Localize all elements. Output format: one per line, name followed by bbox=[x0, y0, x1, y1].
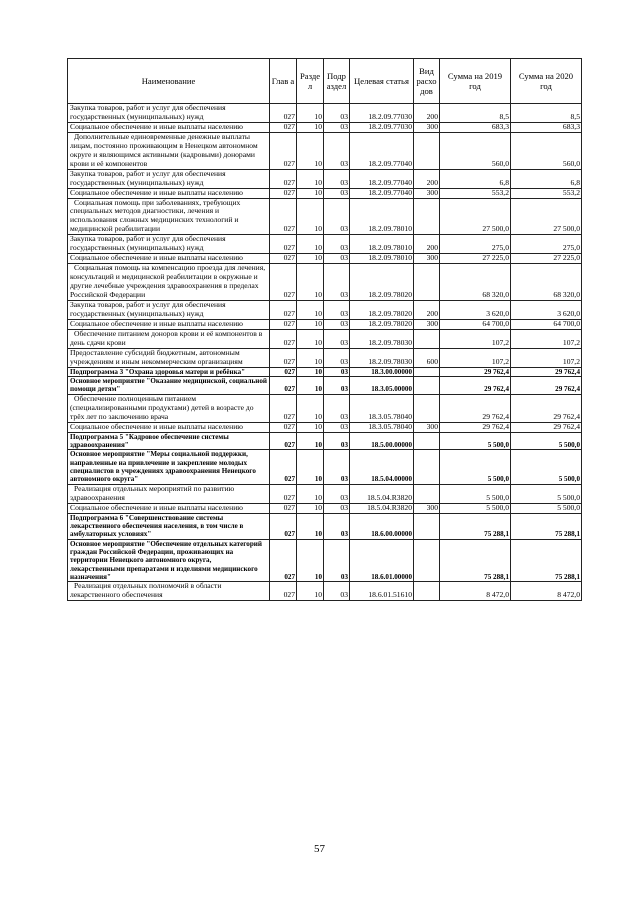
cell-sum-2019: 64 700,0 bbox=[440, 319, 511, 329]
cell-target: 18.2.09.77040 bbox=[350, 188, 414, 198]
cell-section: 10 bbox=[297, 432, 324, 450]
cell-sum-2019: 8 472,0 bbox=[440, 582, 511, 601]
cell-section: 10 bbox=[297, 377, 324, 395]
cell-sum-2020: 5 500,0 bbox=[511, 432, 582, 450]
cell-chapter: 027 bbox=[270, 169, 297, 188]
cell-sum-2020: 275,0 bbox=[511, 235, 582, 254]
table-row bbox=[68, 264, 582, 301]
cell-name: Социальная помощь при заболеваниях, требующих специальных методов диагностики, лечения и использования сложных медицинских технологий и медицинской реабилитации bbox=[68, 198, 270, 235]
cell-type bbox=[414, 329, 440, 348]
table-row bbox=[68, 301, 582, 320]
table-row bbox=[68, 169, 582, 188]
cell-sum-2020: 29 762,4 bbox=[511, 377, 582, 395]
cell-sum-2020: 553,2 bbox=[511, 188, 582, 198]
cell-subsection: 03 bbox=[324, 132, 350, 169]
cell-type bbox=[414, 198, 440, 235]
cell-subsection: 03 bbox=[324, 394, 350, 422]
cell-sum-2020: 27 500,0 bbox=[511, 198, 582, 235]
cell-chapter: 027 bbox=[270, 394, 297, 422]
table-row bbox=[68, 582, 582, 601]
cell-section: 10 bbox=[297, 104, 324, 123]
table-header-row bbox=[68, 59, 582, 104]
table-row bbox=[68, 188, 582, 198]
cell-type bbox=[414, 432, 440, 450]
cell-chapter: 027 bbox=[270, 301, 297, 320]
table-row bbox=[68, 319, 582, 329]
cell-sum-2019: 107,2 bbox=[440, 348, 511, 367]
table-row bbox=[68, 503, 582, 513]
cell-type: 200 bbox=[414, 104, 440, 123]
cell-sum-2019: 8,5 bbox=[440, 104, 511, 123]
cell-target: 18.3.00.00000 bbox=[350, 367, 414, 376]
cell-name: Подпрограмма 5 "Кадровое обеспечение системы здравоохранения" bbox=[68, 432, 270, 450]
cell-section: 10 bbox=[297, 348, 324, 367]
table-row bbox=[68, 235, 582, 254]
budget-table bbox=[67, 58, 582, 601]
cell-name: Закупка товаров, работ и услуг для обеспечения государственных (муниципальных) нужд bbox=[68, 301, 270, 320]
cell-name: Обеспечение питанием доноров крови и её компонентов в день сдачи крови bbox=[68, 329, 270, 348]
cell-name: Социальное обеспечение и иные выплаты населению bbox=[68, 503, 270, 513]
cell-chapter: 027 bbox=[270, 264, 297, 301]
cell-section: 10 bbox=[297, 329, 324, 348]
cell-type: 300 bbox=[414, 503, 440, 513]
cell-chapter: 027 bbox=[270, 132, 297, 169]
cell-section: 10 bbox=[297, 319, 324, 329]
table-body bbox=[68, 104, 582, 601]
cell-type: 300 bbox=[414, 422, 440, 432]
cell-name: Реализация отдельных полномочий в области лекарственного обеспечения bbox=[68, 582, 270, 601]
cell-name: Подпрограмма 6 "Совершенствование системы лекарственного обеспечения населения, в том числе в амбулаторных условиях" bbox=[68, 513, 270, 539]
cell-sum-2019: 27 225,0 bbox=[440, 254, 511, 264]
cell-name: Дополнительные единовременные денежные выплаты лицам, постоянно проживающим в Ненецком автономном округе и являющимся активными (кадровыми) донорами крови и её компонентов bbox=[68, 132, 270, 169]
cell-sum-2019: 75 288,1 bbox=[440, 513, 511, 539]
header-section: Разде л bbox=[297, 59, 324, 104]
cell-sum-2019: 275,0 bbox=[440, 235, 511, 254]
cell-sum-2020: 5 500,0 bbox=[511, 484, 582, 503]
header-target: Целевая статья bbox=[350, 59, 414, 104]
cell-subsection: 03 bbox=[324, 254, 350, 264]
cell-section: 10 bbox=[297, 394, 324, 422]
cell-type: 200 bbox=[414, 235, 440, 254]
cell-sum-2020: 27 225,0 bbox=[511, 254, 582, 264]
cell-chapter: 027 bbox=[270, 188, 297, 198]
header-type: Вид расхо дов bbox=[414, 59, 440, 104]
cell-subsection: 03 bbox=[324, 264, 350, 301]
cell-type: 300 bbox=[414, 122, 440, 132]
cell-subsection: 03 bbox=[324, 329, 350, 348]
cell-target: 18.2.09.77030 bbox=[350, 122, 414, 132]
cell-sum-2019: 683,3 bbox=[440, 122, 511, 132]
cell-sum-2019: 68 320,0 bbox=[440, 264, 511, 301]
cell-target: 18.3.05.78040 bbox=[350, 422, 414, 432]
cell-chapter: 027 bbox=[270, 539, 297, 582]
cell-subsection: 03 bbox=[324, 198, 350, 235]
cell-sum-2019: 3 620,0 bbox=[440, 301, 511, 320]
cell-name: Основное мероприятие "Меры социальной поддержки, направленные на привлечение и закрепление молодых специалистов в учреждениях здравоохранения Ненецкого автономного округа" bbox=[68, 450, 270, 484]
cell-target: 18.2.09.78030 bbox=[350, 329, 414, 348]
cell-name: Закупка товаров, работ и услуг для обеспечения государственных (муниципальных) нужд bbox=[68, 169, 270, 188]
table-row bbox=[68, 377, 582, 395]
cell-subsection: 03 bbox=[324, 582, 350, 601]
cell-subsection: 03 bbox=[324, 188, 350, 198]
cell-sum-2019: 6,8 bbox=[440, 169, 511, 188]
table-row bbox=[68, 422, 582, 432]
cell-type bbox=[414, 484, 440, 503]
table-row bbox=[68, 484, 582, 503]
cell-subsection: 03 bbox=[324, 377, 350, 395]
cell-section: 10 bbox=[297, 132, 324, 169]
cell-subsection: 03 bbox=[324, 450, 350, 484]
table-row bbox=[68, 432, 582, 450]
cell-sum-2019: 5 500,0 bbox=[440, 484, 511, 503]
table-row bbox=[68, 513, 582, 539]
cell-sum-2019: 75 288,1 bbox=[440, 539, 511, 582]
cell-target: 18.2.09.78020 bbox=[350, 301, 414, 320]
cell-sum-2019: 560,0 bbox=[440, 132, 511, 169]
cell-chapter: 027 bbox=[270, 450, 297, 484]
cell-section: 10 bbox=[297, 122, 324, 132]
cell-sum-2020: 29 762,4 bbox=[511, 367, 582, 376]
table-row bbox=[68, 348, 582, 367]
cell-section: 10 bbox=[297, 198, 324, 235]
cell-chapter: 027 bbox=[270, 377, 297, 395]
cell-subsection: 03 bbox=[324, 367, 350, 376]
cell-chapter: 027 bbox=[270, 367, 297, 376]
cell-target: 18.6.00.00000 bbox=[350, 513, 414, 539]
cell-target: 18.2.09.78020 bbox=[350, 319, 414, 329]
table-row bbox=[68, 367, 582, 376]
cell-sum-2020: 6,8 bbox=[511, 169, 582, 188]
cell-target: 18.6.01.51610 bbox=[350, 582, 414, 601]
cell-section: 10 bbox=[297, 264, 324, 301]
cell-section: 10 bbox=[297, 367, 324, 376]
cell-name: Социальное обеспечение и иные выплаты населению bbox=[68, 422, 270, 432]
cell-subsection: 03 bbox=[324, 319, 350, 329]
cell-sum-2020: 64 700,0 bbox=[511, 319, 582, 329]
cell-sum-2020: 8,5 bbox=[511, 104, 582, 123]
cell-sum-2020: 29 762,4 bbox=[511, 422, 582, 432]
cell-name: Социальная помощь на компенсацию проезда для лечения, консультаций и медицинской реабилитации в окружные и другие лечебные учреждения здравоохранения в пределах Российской Федерации bbox=[68, 264, 270, 301]
cell-section: 10 bbox=[297, 301, 324, 320]
cell-name: Социальное обеспечение и иные выплаты населению bbox=[68, 319, 270, 329]
cell-subsection: 03 bbox=[324, 422, 350, 432]
cell-chapter: 027 bbox=[270, 235, 297, 254]
cell-chapter: 027 bbox=[270, 503, 297, 513]
cell-chapter: 027 bbox=[270, 432, 297, 450]
cell-sum-2020: 560,0 bbox=[511, 132, 582, 169]
cell-subsection: 03 bbox=[324, 301, 350, 320]
cell-section: 10 bbox=[297, 450, 324, 484]
cell-type: 200 bbox=[414, 169, 440, 188]
cell-name: Предоставление субсидий бюджетным, автономным учреждениям и иным некоммерческим организациям bbox=[68, 348, 270, 367]
cell-subsection: 03 bbox=[324, 235, 350, 254]
cell-sum-2019: 29 762,4 bbox=[440, 377, 511, 395]
cell-chapter: 027 bbox=[270, 254, 297, 264]
cell-chapter: 027 bbox=[270, 348, 297, 367]
cell-target: 18.2.09.78010 bbox=[350, 198, 414, 235]
cell-name: Социальное обеспечение и иные выплаты населению bbox=[68, 254, 270, 264]
cell-type bbox=[414, 582, 440, 601]
cell-type bbox=[414, 450, 440, 484]
cell-subsection: 03 bbox=[324, 432, 350, 450]
cell-target: 18.5.00.00000 bbox=[350, 432, 414, 450]
cell-chapter: 027 bbox=[270, 122, 297, 132]
cell-section: 10 bbox=[297, 513, 324, 539]
cell-target: 18.2.09.78010 bbox=[350, 235, 414, 254]
cell-chapter: 027 bbox=[270, 329, 297, 348]
cell-sum-2020: 107,2 bbox=[511, 329, 582, 348]
cell-chapter: 027 bbox=[270, 198, 297, 235]
cell-target: 18.2.09.77040 bbox=[350, 169, 414, 188]
cell-target: 18.2.09.78010 bbox=[350, 254, 414, 264]
cell-subsection: 03 bbox=[324, 484, 350, 503]
cell-chapter: 027 bbox=[270, 104, 297, 123]
header-name: Наименование bbox=[68, 59, 270, 104]
cell-name: Социальное обеспечение и иные выплаты населению bbox=[68, 122, 270, 132]
table-row bbox=[68, 539, 582, 582]
cell-chapter: 027 bbox=[270, 582, 297, 601]
cell-subsection: 03 bbox=[324, 513, 350, 539]
cell-sum-2019: 553,2 bbox=[440, 188, 511, 198]
cell-sum-2019: 29 762,4 bbox=[440, 367, 511, 376]
table-row bbox=[68, 198, 582, 235]
cell-type: 300 bbox=[414, 319, 440, 329]
cell-name: Основное мероприятие "Оказание медицинской, социальной помощи детям" bbox=[68, 377, 270, 395]
cell-sum-2019: 5 500,0 bbox=[440, 503, 511, 513]
cell-sum-2020: 107,2 bbox=[511, 348, 582, 367]
cell-sum-2019: 29 762,4 bbox=[440, 394, 511, 422]
table-row bbox=[68, 122, 582, 132]
cell-type: 600 bbox=[414, 348, 440, 367]
cell-name: Реализация отдельных мероприятий по развитию здравоохранения bbox=[68, 484, 270, 503]
cell-sum-2020: 3 620,0 bbox=[511, 301, 582, 320]
cell-target: 18.3.05.78040 bbox=[350, 394, 414, 422]
cell-sum-2019: 29 762,4 bbox=[440, 422, 511, 432]
cell-sum-2020: 75 288,1 bbox=[511, 513, 582, 539]
cell-target: 18.2.09.78030 bbox=[350, 348, 414, 367]
cell-section: 10 bbox=[297, 169, 324, 188]
cell-name: Закупка товаров, работ и услуг для обеспечения государственных (муниципальных) нужд bbox=[68, 235, 270, 254]
cell-name: Подпрограмма 3 "Охрана здоровья матери и ребёнка" bbox=[68, 367, 270, 376]
cell-sum-2019: 5 500,0 bbox=[440, 450, 511, 484]
cell-sum-2019: 107,2 bbox=[440, 329, 511, 348]
cell-subsection: 03 bbox=[324, 348, 350, 367]
cell-target: 18.6.01.00000 bbox=[350, 539, 414, 582]
cell-subsection: 03 bbox=[324, 104, 350, 123]
cell-subsection: 03 bbox=[324, 122, 350, 132]
cell-sum-2020: 5 500,0 bbox=[511, 503, 582, 513]
cell-target: 18.5.04.00000 bbox=[350, 450, 414, 484]
cell-name: Основное мероприятие "Обеспечение отдельных категорий граждан Российской Федерации, проживающих на территории Ненецкого автономного округа, лекарственными препаратами и изделиями медицинского назначения" bbox=[68, 539, 270, 582]
cell-name: Социальное обеспечение и иные выплаты населению bbox=[68, 188, 270, 198]
cell-type bbox=[414, 394, 440, 422]
header-sum-2020: Сумма на 2020 год bbox=[511, 59, 582, 104]
cell-type: 300 bbox=[414, 254, 440, 264]
cell-target: 18.5.04.R3820 bbox=[350, 503, 414, 513]
cell-chapter: 027 bbox=[270, 513, 297, 539]
cell-section: 10 bbox=[297, 254, 324, 264]
cell-type bbox=[414, 132, 440, 169]
cell-sum-2019: 27 500,0 bbox=[440, 198, 511, 235]
cell-sum-2020: 75 288,1 bbox=[511, 539, 582, 582]
cell-subsection: 03 bbox=[324, 169, 350, 188]
table-row bbox=[68, 450, 582, 484]
cell-subsection: 03 bbox=[324, 503, 350, 513]
cell-subsection: 03 bbox=[324, 539, 350, 582]
cell-target: 18.5.04.R3820 bbox=[350, 484, 414, 503]
cell-section: 10 bbox=[297, 422, 324, 432]
cell-chapter: 027 bbox=[270, 422, 297, 432]
cell-section: 10 bbox=[297, 484, 324, 503]
cell-chapter: 027 bbox=[270, 319, 297, 329]
cell-target: 18.2.09.77040 bbox=[350, 132, 414, 169]
table-row bbox=[68, 254, 582, 264]
cell-name: Закупка товаров, работ и услуг для обеспечения государственных (муниципальных) нужд bbox=[68, 104, 270, 123]
page-number: 57 bbox=[314, 843, 325, 855]
cell-type bbox=[414, 513, 440, 539]
cell-target: 18.2.09.77030 bbox=[350, 104, 414, 123]
cell-sum-2019: 5 500,0 bbox=[440, 432, 511, 450]
table-row bbox=[68, 329, 582, 348]
cell-sum-2020: 8 472,0 bbox=[511, 582, 582, 601]
cell-name: Обеспечение полноценным питанием (специализированными продуктами) детей в возрасте до трёх лет по заключению врача bbox=[68, 394, 270, 422]
cell-sum-2020: 29 762,4 bbox=[511, 394, 582, 422]
header-subsection: Подр аздел bbox=[324, 59, 350, 104]
cell-sum-2020: 683,3 bbox=[511, 122, 582, 132]
cell-section: 10 bbox=[297, 235, 324, 254]
cell-chapter: 027 bbox=[270, 484, 297, 503]
cell-section: 10 bbox=[297, 582, 324, 601]
cell-type bbox=[414, 377, 440, 395]
cell-section: 10 bbox=[297, 188, 324, 198]
cell-type bbox=[414, 264, 440, 301]
table-row bbox=[68, 394, 582, 422]
cell-type: 200 bbox=[414, 301, 440, 320]
cell-type bbox=[414, 367, 440, 376]
cell-section: 10 bbox=[297, 539, 324, 582]
cell-type bbox=[414, 539, 440, 582]
cell-sum-2020: 68 320,0 bbox=[511, 264, 582, 301]
header-sum-2019: Сумма на 2019 год bbox=[440, 59, 511, 104]
header-chapter: Глав а bbox=[270, 59, 297, 104]
table-row bbox=[68, 132, 582, 169]
cell-target: 18.2.09.78020 bbox=[350, 264, 414, 301]
table-row bbox=[68, 104, 582, 123]
cell-sum-2020: 5 500,0 bbox=[511, 450, 582, 484]
cell-target: 18.3.05.00000 bbox=[350, 377, 414, 395]
cell-type: 300 bbox=[414, 188, 440, 198]
cell-section: 10 bbox=[297, 503, 324, 513]
